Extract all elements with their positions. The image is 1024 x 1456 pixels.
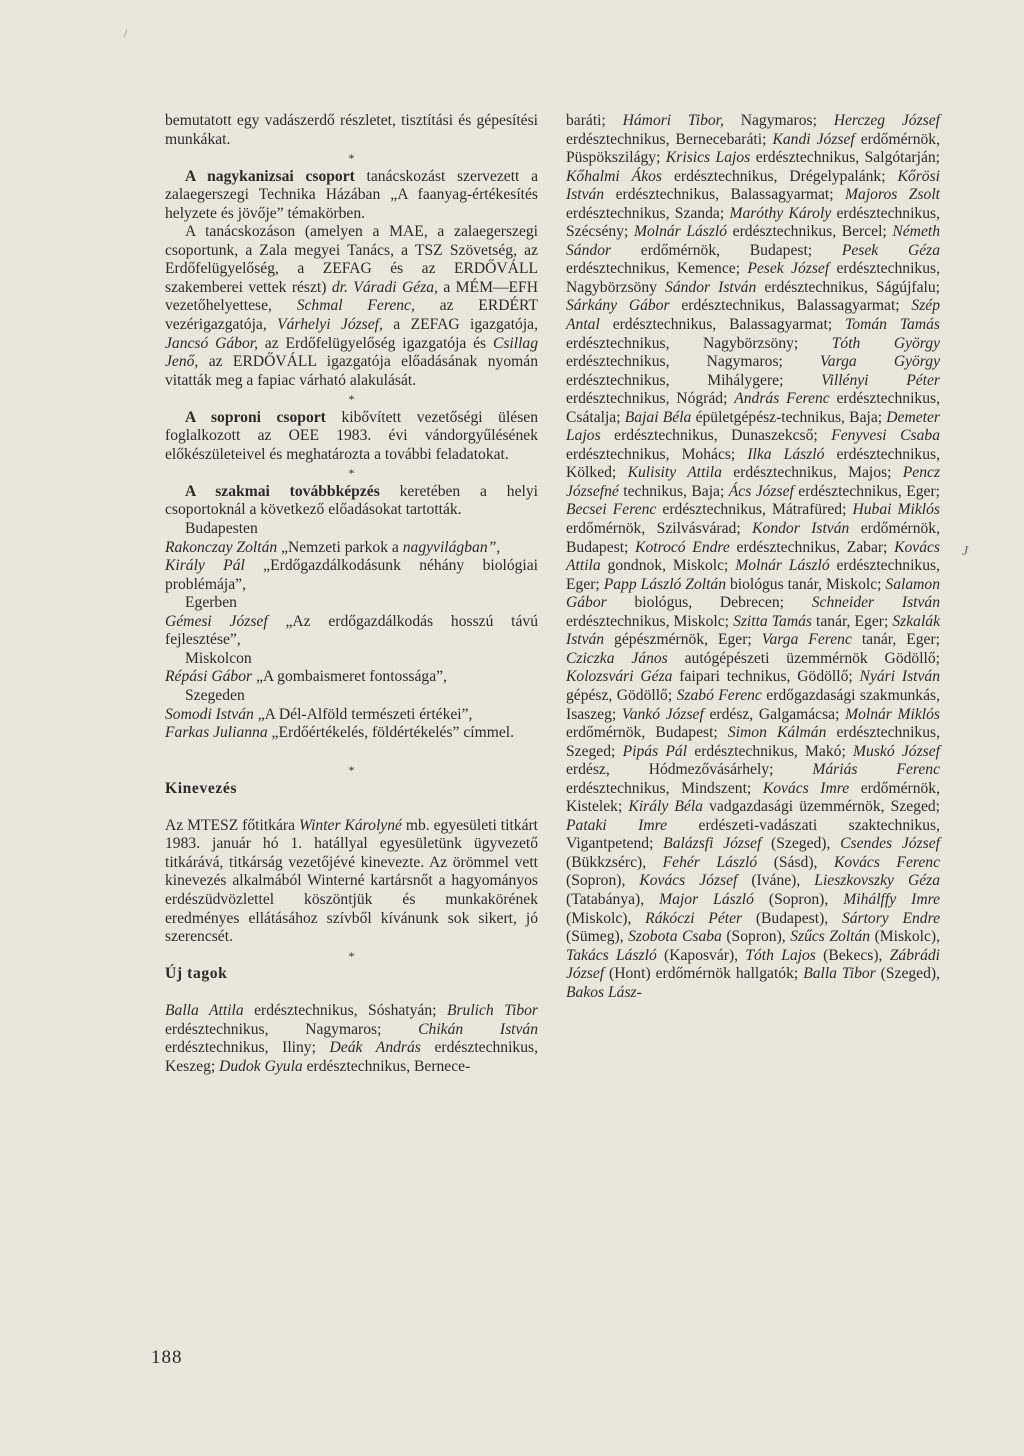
- paragraph: Király Pál „Erdőgazdálkodásunk néhány biológiai problémája”,: [165, 557, 539, 593]
- paragraph: Az MTESZ főtitkára Winter Károlyné mb. egyesületi titkárt 1983. január hó 1. hatállyal egyesületünk ügyvezető titkárává, titkárság vezetőjévé kinevezte. Az örömmel vett kinevezés alkalmából Winterné kartársnőt a hagyományos erdészüdvözlettel köszöntjük és munkakörének eredményes ellátásához szívből kívánunk sok sikert, jó szerencsét.: [165, 816, 539, 946]
- section-heading: Kinevezés: [165, 779, 238, 797]
- paragraph: Rakonczay Zoltán „Nemzeti parkok a nagyvilágban”,: [165, 538, 501, 556]
- spacer: [165, 798, 538, 817]
- section-separator: *: [348, 392, 355, 407]
- paragraph: A soproni csoport kibővített vezetőségi ülésen foglalkozott az OEE 1983. évi vándorgyűlésének előkészületeivel és meghatározta a további feladatokat.: [165, 408, 538, 463]
- scan-mark: /: [124, 26, 128, 40]
- paragraph: Somodi István „A Dél-Alföld természeti értékei”,: [165, 705, 473, 723]
- paragraph: bemutatott egy vadászerdő részletet, tisztítási és gépesítési munkákat.: [165, 112, 538, 148]
- section-separator: *: [348, 948, 355, 963]
- margin-mark: J: [962, 544, 969, 559]
- section-heading: Új tagok: [165, 965, 228, 983]
- right-column: [566, 112, 940, 1002]
- section-separator: *: [348, 466, 355, 481]
- spacer: [165, 743, 538, 762]
- section-separator: *: [348, 763, 355, 778]
- paragraph: Budapesten: [185, 520, 258, 538]
- paragraph: Balla Attila erdésztechnikus, Sóshatyán; Brulich Tibor erdésztechnikus, Nagymaros; Chikán István erdésztechnikus, Iliny; Deák András erdésztechnikus, Keszeg; Dudok Gyula erdésztechnikus, Bernece-: [165, 1002, 538, 1075]
- paragraph: Miskolcon: [185, 649, 252, 667]
- paragraph: A tanácskozáson (amelyen a MAE, a zalaegerszegi csoportunk, a Zala megyei Tanács, a TSZ Szövetség, az Erdőfelügyelőség, a ZEFAG és az ERDŐVÁLL szakemberei vettek részt) dr. Váradi Géza, a MÉM—EFH vezetőhelyettese, Schmal Ferenc, az ERDÉRT vezérigazgatója, Várhelyi József, a ZEFAG igazgatója, Jancsó Gábor, az Erdőfelügyelőség igazgatója és Csillag Jenő, az ERDŐVÁLL igazgatója előadásának nyomán vitatták meg a fapiac várható alakulását.: [165, 223, 538, 389]
- paragraph: Farkas Julianna „Erdőértékelés, földértékelés” címmel.: [165, 724, 515, 742]
- paragraph: Egerben: [185, 594, 237, 612]
- paragraph: A szakmai továbbképzés keretében a helyi csoportoknál a következő előadásokat tartották.: [165, 482, 538, 519]
- paragraph: A nagykanizsai csoport tanácskozást szervezett a zalaegerszegi Technika Házában „A faanyag-értékesítés helyzete és jövője” témakörben.: [165, 167, 538, 222]
- paragraph: Répási Gábor „A gombaismeret fontossága”,: [165, 668, 447, 686]
- section-separator: *: [348, 151, 355, 166]
- left-column: [165, 112, 538, 1076]
- paragraph: Szegeden: [185, 686, 245, 704]
- paragraph: baráti; Hámori Tibor, Nagymaros; Herczeg József erdésztechnikus, Bernecebaráti; Kandi József erdőmérnök, Püspökszilágy; Krisics Lajos erdésztechnikus, Salgótarján; Kőhalmi Ákos erdésztechnikus, Drégelypalánk; Kőrösi István erdésztechnikus, Balassagyarmat; Majoros Zsolt erdésztechnikus, Szanda; Maróthy Károly erdésztechnikus, Szécsény; Molnár László erdésztechnikus, Bercel; Németh Sándor erdőmérnök, Budapest; Pesek Géza erdésztechnikus, Kemence; Pesek József erdésztechnikus, Nagybörzsöny Sándor István erdésztechnikus, Ságújfalu; Sárkány Gábor erdésztechnikus, Balassagyarmat; Szép Antal erdésztechnikus, Balassagyarmat; Tomán Tamás erdésztechnikus, Nagybörzsöny; Tóth György erdésztechnikus, Nagymaros; Varga György erdésztechnikus, Mihálygere; Villényi Péter erdésztechnikus, Nógrád; András Ferenc erdésztechnikus, Csátalja; Bajai Béla épületgépész-technikus, Baja; Demeter Lajos erdésztechnikus, Dunaszekcső; Fenyvesi Csaba erdésztechnikus, Mohács; Ilka László erdésztechnikus, Kölked; Kulisity Attila erdésztechnikus, Majos; Pencz Józsefné technikus, Baja; Ács József erdésztechnikus, Eger; Becsei Ferenc erdésztechnikus, Mátrafüred; Hubai Miklós erdőmérnök, Szilvásvárad; Kondor István erdőmérnök, Budapest; Kotrocó Endre erdésztechnikus, Zabar; Kovács Attila gondnok, Miskolc; Molnár László erdésztechnikus, Eger; Papp László Zoltán biológus tanár, Miskolc; Salamon Gábor biológus, Debrecen; Schneider István erdésztechnikus, Miskolc; Szitta Tamás tanár, Eger; Szkalák István gépészmérnök, Eger; Varga Ferenc tanár, Eger; Cziczka János autógépészeti üzemmérnök Gödöllő; Kolozsvári Géza faipari technikus, Gödöllő; Nyári István gépész, Gödöllő; Szabó Ferenc erdőgazdasági szakmunkás, Isaszeg; Vankó József erdész, Galgamácsa; Molnár Miklós erdőmérnök, Budapest; Simon Kálmán erdésztechnikus, Szeged; Pipás Pál erdésztechnikus, Makó; Muskó József erdész, Hódmezővásárhely; Máriás Ferenc erdésztechnikus, Mindszent; Kovács Imre erdőmérnök, Kistelek; Király Béla vadgazdasági üzemmérnök, Szeged; Pataki Imre erdészeti-vadászati szaktechnikus, Vigantpetend; Balázsfi József (Szeged), Csendes József (Bükkzsérc), Fehér László (Sásd), Kovács Ferenc (Sopron), Kovács József (Iváne), Lieszkovszky Géza (Tatabánya), Major László (Sopron), Mihálffy Imre (Miskolc), Rákóczi Péter (Budapest), Sártory Endre (Sümeg), Szobota Csaba (Sopron), Szűcs Zoltán (Miskolc), Takács László (Kaposvár), Tóth Lajos (Bekecs), Zábrádi József (Hont) erdőmérnök hallgatók; Balla Tibor (Szeged), Bakos Lász-: [566, 112, 941, 1001]
- paragraph: Gémesi József „Az erdőgazdálkodás hosszú távú fejlesztése”,: [165, 612, 538, 649]
- spacer: [165, 984, 538, 1003]
- page-number: 188: [151, 1347, 183, 1368]
